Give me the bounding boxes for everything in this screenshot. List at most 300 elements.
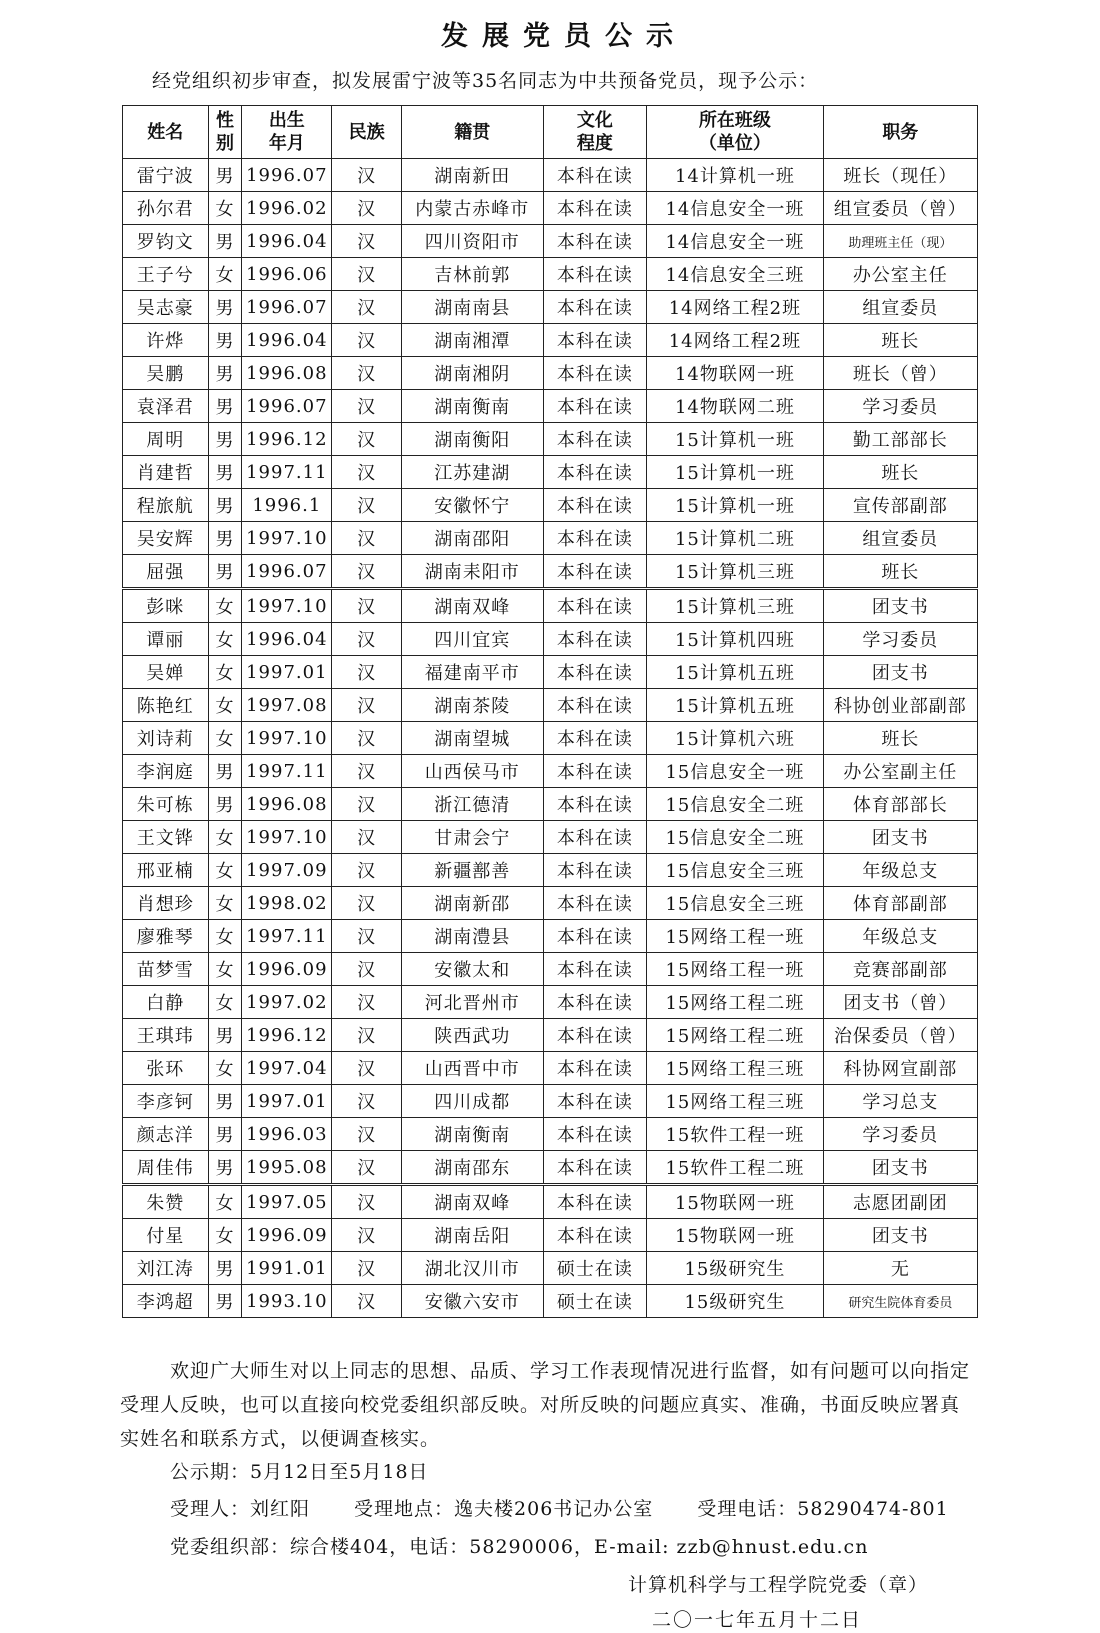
- cell-birth: 1995.08: [242, 1151, 332, 1185]
- cell-name: 程旅航: [123, 489, 209, 522]
- cell-ethnicity: 汉: [332, 1118, 402, 1151]
- table-row: [123, 1252, 978, 1285]
- cell-birth: 1996.07: [242, 159, 332, 192]
- cell-class: 15计算机四班: [647, 623, 823, 656]
- cell-origin: 陕西武功: [401, 1019, 543, 1052]
- cell-origin: 湖南双峰: [401, 1185, 543, 1219]
- cell-position: 班长: [823, 456, 977, 489]
- cell-class: 15计算机六班: [647, 722, 823, 755]
- cell-class: 15计算机二班: [647, 522, 823, 555]
- cell-gender: 男: [208, 390, 242, 423]
- table-header-row: [123, 106, 978, 159]
- cell-gender: 男: [208, 291, 242, 324]
- header-class: [647, 106, 823, 159]
- cell-origin: 甘肃会宁: [401, 821, 543, 854]
- cell-education: 本科在读: [543, 986, 647, 1019]
- cell-education: 本科在读: [543, 821, 647, 854]
- cell-origin: 浙江德清: [401, 788, 543, 821]
- cell-birth: 1997.01: [242, 656, 332, 689]
- cell-birth: 1996.08: [242, 788, 332, 821]
- cell-origin: 湖南望城: [401, 722, 543, 755]
- cell-origin: 湖南茶陵: [401, 689, 543, 722]
- cell-education: 本科在读: [543, 1085, 647, 1118]
- cell-ethnicity: 汉: [332, 423, 402, 456]
- cell-birth: 1997.10: [242, 821, 332, 854]
- cell-name: 罗钧文: [123, 225, 209, 258]
- cell-position: 学习委员: [823, 623, 977, 656]
- cell-position: 团支书: [823, 1151, 977, 1185]
- cell-education: 本科在读: [543, 522, 647, 555]
- cell-name: 朱可栋: [123, 788, 209, 821]
- cell-gender: 男: [208, 1085, 242, 1118]
- table-row: [123, 722, 978, 755]
- cell-ethnicity: 汉: [332, 456, 402, 489]
- cell-gender: 男: [208, 1285, 242, 1318]
- issuer-signature: 计算机科学与工程学院党委（章）: [628, 1574, 929, 1596]
- cell-gender: 女: [208, 1185, 242, 1219]
- cell-education: 本科在读: [543, 1019, 647, 1052]
- cell-birth: 1996.09: [242, 953, 332, 986]
- cell-name: 周明: [123, 423, 209, 456]
- cell-name: 孙尔君: [123, 192, 209, 225]
- cell-gender: 女: [208, 656, 242, 689]
- header-name: 姓名: [123, 106, 209, 159]
- cell-birth: 1997.01: [242, 1085, 332, 1118]
- table-row: [123, 887, 978, 920]
- cell-name: 肖建哲: [123, 456, 209, 489]
- table-row: [123, 1151, 978, 1185]
- cell-education: 本科在读: [543, 722, 647, 755]
- cell-ethnicity: 汉: [332, 623, 402, 656]
- cell-name: 袁泽君: [123, 390, 209, 423]
- cell-birth: 1996.12: [242, 423, 332, 456]
- cell-education: 本科在读: [543, 887, 647, 920]
- cell-education: 本科在读: [543, 258, 647, 291]
- cell-origin: 江苏建湖: [401, 456, 543, 489]
- cell-education: 本科在读: [543, 689, 647, 722]
- cell-origin: 河北晋州市: [401, 986, 543, 1019]
- table-row: [123, 689, 978, 722]
- cell-birth: 1996.08: [242, 357, 332, 390]
- cell-class: 15信息安全三班: [647, 854, 823, 887]
- cell-class: 15计算机一班: [647, 489, 823, 522]
- table-row: [123, 920, 978, 953]
- cell-education: 硕士在读: [543, 1285, 647, 1318]
- cell-gender: 女: [208, 821, 242, 854]
- cell-gender: 女: [208, 854, 242, 887]
- table-row: [123, 225, 978, 258]
- cell-name: 颜志洋: [123, 1118, 209, 1151]
- cell-origin: 湖南衡南: [401, 1118, 543, 1151]
- cell-class: 15网络工程二班: [647, 986, 823, 1019]
- cell-position: 组宣委员（曾）: [823, 192, 977, 225]
- cell-gender: 女: [208, 986, 242, 1019]
- cell-position: 组宣委员: [823, 522, 977, 555]
- contact-location: 受理地点：逸夫楼206书记办公室: [354, 1498, 654, 1520]
- cell-position: 办公室主任: [823, 258, 977, 291]
- cell-class: 14信息安全一班: [647, 225, 823, 258]
- cell-gender: 男: [208, 1019, 242, 1052]
- cell-origin: 吉林前郭: [401, 258, 543, 291]
- cell-ethnicity: 汉: [332, 357, 402, 390]
- cell-ethnicity: 汉: [332, 258, 402, 291]
- cell-class: 14网络工程2班: [647, 291, 823, 324]
- cell-origin: 湖南澧县: [401, 920, 543, 953]
- cell-name: 吴安辉: [123, 522, 209, 555]
- cell-ethnicity: 汉: [332, 489, 402, 522]
- cell-name: 王子兮: [123, 258, 209, 291]
- cell-origin: 湖北汉川市: [401, 1252, 543, 1285]
- table-row: [123, 1285, 978, 1318]
- cell-education: 本科在读: [543, 357, 647, 390]
- cell-position: 班长（曾）: [823, 357, 977, 390]
- header-birth-line1: 出生: [268, 110, 305, 131]
- table-row: [123, 788, 978, 821]
- cell-position: 助理班主任（现）: [823, 225, 977, 258]
- cell-name: 李润庭: [123, 755, 209, 788]
- cell-class: 14物联网二班: [647, 390, 823, 423]
- cell-origin: 内蒙古赤峰市: [401, 192, 543, 225]
- cell-gender: 男: [208, 159, 242, 192]
- cell-position: 组宣委员: [823, 291, 977, 324]
- header-gender-line2: 别: [216, 133, 234, 154]
- cell-position: 治保委员（曾）: [823, 1019, 977, 1052]
- cell-gender: 女: [208, 1219, 242, 1252]
- cell-name: 许烨: [123, 324, 209, 357]
- table-row: [123, 423, 978, 456]
- cell-ethnicity: 汉: [332, 689, 402, 722]
- table-row: [123, 192, 978, 225]
- cell-ethnicity: 汉: [332, 755, 402, 788]
- table-row: [123, 589, 978, 623]
- header-education: [543, 106, 647, 159]
- cell-gender: 男: [208, 225, 242, 258]
- cell-position: 竞赛部副部: [823, 953, 977, 986]
- cell-education: 本科在读: [543, 589, 647, 623]
- cell-birth: 1997.02: [242, 986, 332, 1019]
- cell-origin: 安徽六安市: [401, 1285, 543, 1318]
- cell-origin: 福建南平市: [401, 656, 543, 689]
- cell-education: 本科在读: [543, 225, 647, 258]
- cell-position: 班长（现任）: [823, 159, 977, 192]
- table-row: [123, 456, 978, 489]
- cell-gender: 女: [208, 589, 242, 623]
- cell-education: 本科在读: [543, 456, 647, 489]
- header-class-line2: （单位）: [698, 133, 771, 154]
- publicity-period: 公示期：5月12日至5月18日: [170, 1461, 429, 1483]
- cell-origin: 四川宜宾: [401, 623, 543, 656]
- cell-birth: 1997.05: [242, 1185, 332, 1219]
- cell-position: 团支书: [823, 1219, 977, 1252]
- cell-education: 本科在读: [543, 1151, 647, 1185]
- cell-education: 本科在读: [543, 423, 647, 456]
- cell-birth: 1996.04: [242, 324, 332, 357]
- cell-position: 体育部部长: [823, 788, 977, 821]
- cell-ethnicity: 汉: [332, 1185, 402, 1219]
- cell-education: 本科在读: [543, 324, 647, 357]
- cell-education: 本科在读: [543, 1118, 647, 1151]
- cell-origin: 湖南邵阳: [401, 522, 543, 555]
- cell-class: 15物联网一班: [647, 1219, 823, 1252]
- cell-name: 肖想珍: [123, 887, 209, 920]
- table-row: [123, 555, 978, 589]
- cell-education: 本科在读: [543, 854, 647, 887]
- cell-name: 彭咪: [123, 589, 209, 623]
- table-row: [123, 656, 978, 689]
- cell-origin: 湖南湘阴: [401, 357, 543, 390]
- cell-birth: 1997.11: [242, 920, 332, 953]
- cell-birth: 1996.07: [242, 555, 332, 589]
- cell-origin: 安徽太和: [401, 953, 543, 986]
- cell-ethnicity: 汉: [332, 589, 402, 623]
- cell-birth: 1996.04: [242, 225, 332, 258]
- cell-gender: 男: [208, 324, 242, 357]
- cell-gender: 男: [208, 755, 242, 788]
- candidate-table: [122, 105, 978, 1318]
- cell-ethnicity: 汉: [332, 555, 402, 589]
- cell-position: 学习总支: [823, 1085, 977, 1118]
- cell-position: 团支书: [823, 656, 977, 689]
- issue-date: 二〇一七年五月十二日: [652, 1609, 863, 1631]
- cell-name: 吴鹏: [123, 357, 209, 390]
- cell-position: 办公室副主任: [823, 755, 977, 788]
- table-row: [123, 258, 978, 291]
- cell-ethnicity: 汉: [332, 920, 402, 953]
- table-row: [123, 1019, 978, 1052]
- cell-education: 本科在读: [543, 159, 647, 192]
- cell-ethnicity: 汉: [332, 854, 402, 887]
- cell-ethnicity: 汉: [332, 887, 402, 920]
- cell-class: 15网络工程一班: [647, 953, 823, 986]
- cell-birth: 1997.10: [242, 522, 332, 555]
- cell-origin: 安徽怀宁: [401, 489, 543, 522]
- cell-birth: 1996.12: [242, 1019, 332, 1052]
- cell-position: 勤工部部长: [823, 423, 977, 456]
- cell-origin: 湖南邵东: [401, 1151, 543, 1185]
- table-row: [123, 324, 978, 357]
- cell-birth: 1996.04: [242, 623, 332, 656]
- cell-position: 团支书: [823, 821, 977, 854]
- table-row: [123, 821, 978, 854]
- table-row: [123, 1185, 978, 1219]
- cell-education: 本科在读: [543, 788, 647, 821]
- cell-class: 14物联网一班: [647, 357, 823, 390]
- cell-birth: 1993.10: [242, 1285, 332, 1318]
- cell-origin: 湖南衡南: [401, 390, 543, 423]
- cell-gender: 男: [208, 555, 242, 589]
- cell-position: 团支书: [823, 589, 977, 623]
- cell-position: 体育部副部: [823, 887, 977, 920]
- cell-class: 15信息安全二班: [647, 788, 823, 821]
- cell-position: 学习委员: [823, 390, 977, 423]
- table-row: [123, 159, 978, 192]
- cell-origin: 湖南双峰: [401, 589, 543, 623]
- header-education-line2: 程度: [576, 133, 613, 154]
- contact-phone: 受理电话：58290474-801: [697, 1498, 949, 1520]
- cell-ethnicity: 汉: [332, 159, 402, 192]
- contact-line: [170, 1494, 949, 1521]
- cell-origin: 湖南湘潭: [401, 324, 543, 357]
- page-title: 发展党员公示: [441, 21, 687, 52]
- cell-birth: 1997.04: [242, 1052, 332, 1085]
- table-row: [123, 522, 978, 555]
- cell-name: 王文铧: [123, 821, 209, 854]
- cell-class: 15计算机一班: [647, 456, 823, 489]
- cell-class: 15软件工程一班: [647, 1118, 823, 1151]
- cell-education: 硕士在读: [543, 1252, 647, 1285]
- cell-gender: 女: [208, 1052, 242, 1085]
- cell-class: 15网络工程三班: [647, 1052, 823, 1085]
- table-row: [123, 1118, 978, 1151]
- header-birth-line2: 年月: [268, 133, 305, 154]
- cell-ethnicity: 汉: [332, 821, 402, 854]
- cell-birth: 1997.10: [242, 722, 332, 755]
- cell-name: 周佳伟: [123, 1151, 209, 1185]
- cell-ethnicity: 汉: [332, 656, 402, 689]
- cell-birth: 1996.03: [242, 1118, 332, 1151]
- table-row: [123, 953, 978, 986]
- org-contact: 党委组织部：综合楼404，电话：58290006，E-mail: zzb@hnust.edu.cn: [170, 1536, 869, 1558]
- cell-position: 年级总支: [823, 920, 977, 953]
- cell-name: 李彦钶: [123, 1085, 209, 1118]
- cell-class: 15计算机一班: [647, 423, 823, 456]
- header-birth: [242, 106, 332, 159]
- cell-ethnicity: 汉: [332, 390, 402, 423]
- cell-gender: 女: [208, 689, 242, 722]
- table-row: [123, 1085, 978, 1118]
- cell-education: 本科在读: [543, 755, 647, 788]
- cell-birth: 1997.11: [242, 456, 332, 489]
- cell-class: 15软件工程二班: [647, 1151, 823, 1185]
- cell-gender: 女: [208, 953, 242, 986]
- notice-paragraph: 欢迎广大师生对以上同志的思想、品质、学习工作表现情况进行监督，如有问题可以向指定受理人反映，也可以直接向校党委组织部反映。对所反映的问题应真实、准确，书面反映应署真实姓名和联系方式，以便调查核实。: [120, 1360, 971, 1450]
- cell-birth: 1997.09: [242, 854, 332, 887]
- cell-gender: 女: [208, 722, 242, 755]
- cell-education: 本科在读: [543, 390, 647, 423]
- cell-birth: 1997.10: [242, 589, 332, 623]
- cell-ethnicity: 汉: [332, 192, 402, 225]
- table-row: [123, 390, 978, 423]
- cell-birth: 1996.02: [242, 192, 332, 225]
- cell-gender: 男: [208, 489, 242, 522]
- cell-origin: 湖南耒阳市: [401, 555, 543, 589]
- cell-gender: 男: [208, 456, 242, 489]
- cell-position: 无: [823, 1252, 977, 1285]
- cell-ethnicity: 汉: [332, 1285, 402, 1318]
- cell-class: 15网络工程一班: [647, 920, 823, 953]
- cell-origin: 湖南新田: [401, 159, 543, 192]
- cell-name: 邢亚楠: [123, 854, 209, 887]
- cell-gender: 男: [208, 423, 242, 456]
- cell-position: 班长: [823, 722, 977, 755]
- cell-name: 吴志豪: [123, 291, 209, 324]
- cell-class: 15物联网一班: [647, 1185, 823, 1219]
- cell-ethnicity: 汉: [332, 1219, 402, 1252]
- cell-position: 年级总支: [823, 854, 977, 887]
- header-education-line1: 文化: [576, 110, 613, 131]
- table-row: [123, 357, 978, 390]
- cell-ethnicity: 汉: [332, 953, 402, 986]
- cell-ethnicity: 汉: [332, 1019, 402, 1052]
- cell-ethnicity: 汉: [332, 788, 402, 821]
- cell-origin: 湖南新邵: [401, 887, 543, 920]
- cell-ethnicity: 汉: [332, 225, 402, 258]
- header-class-line1: 所在班级: [698, 110, 771, 131]
- cell-name: 谭丽: [123, 623, 209, 656]
- table-row: [123, 1052, 978, 1085]
- table-row: [123, 755, 978, 788]
- cell-class: 15计算机五班: [647, 656, 823, 689]
- header-position: 职务: [823, 106, 977, 159]
- cell-origin: 山西晋中市: [401, 1052, 543, 1085]
- cell-class: 14网络工程2班: [647, 324, 823, 357]
- cell-education: 本科在读: [543, 953, 647, 986]
- table-row: [123, 623, 978, 656]
- cell-class: 15网络工程三班: [647, 1085, 823, 1118]
- cell-origin: 山西侯马市: [401, 755, 543, 788]
- table-row: [123, 1219, 978, 1252]
- cell-gender: 女: [208, 920, 242, 953]
- cell-name: 李鸿超: [123, 1285, 209, 1318]
- cell-ethnicity: 汉: [332, 324, 402, 357]
- cell-position: 宣传部副部: [823, 489, 977, 522]
- cell-class: 15级研究生: [647, 1252, 823, 1285]
- cell-gender: 男: [208, 1252, 242, 1285]
- cell-name: 张环: [123, 1052, 209, 1085]
- cell-origin: 四川资阳市: [401, 225, 543, 258]
- cell-birth: 1996.09: [242, 1219, 332, 1252]
- cell-education: 本科在读: [543, 291, 647, 324]
- cell-birth: 1996.07: [242, 390, 332, 423]
- cell-origin: 湖南岳阳: [401, 1219, 543, 1252]
- cell-ethnicity: 汉: [332, 522, 402, 555]
- table-row: [123, 291, 978, 324]
- cell-gender: 男: [208, 1118, 242, 1151]
- table-body: [123, 159, 978, 1318]
- table-row: [123, 986, 978, 1019]
- cell-gender: 女: [208, 258, 242, 291]
- cell-birth: 1996.06: [242, 258, 332, 291]
- cell-class: 15网络工程二班: [647, 1019, 823, 1052]
- cell-class: 14信息安全一班: [647, 192, 823, 225]
- header-ethnicity: 民族: [332, 106, 402, 159]
- cell-name: 屈强: [123, 555, 209, 589]
- cell-class: 15计算机三班: [647, 555, 823, 589]
- cell-education: 本科在读: [543, 656, 647, 689]
- cell-name: 王琪玮: [123, 1019, 209, 1052]
- cell-ethnicity: 汉: [332, 291, 402, 324]
- cell-class: 14信息安全三班: [647, 258, 823, 291]
- cell-origin: 新疆鄯善: [401, 854, 543, 887]
- cell-gender: 女: [208, 623, 242, 656]
- cell-education: 本科在读: [543, 1185, 647, 1219]
- cell-position: 科协创业部副部: [823, 689, 977, 722]
- cell-position: 学习委员: [823, 1118, 977, 1151]
- cell-class: 14计算机一班: [647, 159, 823, 192]
- cell-education: 本科在读: [543, 489, 647, 522]
- cell-gender: 男: [208, 357, 242, 390]
- cell-gender: 女: [208, 887, 242, 920]
- cell-gender: 男: [208, 522, 242, 555]
- cell-origin: 湖南衡阳: [401, 423, 543, 456]
- cell-ethnicity: 汉: [332, 1252, 402, 1285]
- cell-birth: 1991.01: [242, 1252, 332, 1285]
- cell-ethnicity: 汉: [332, 1151, 402, 1185]
- cell-ethnicity: 汉: [332, 722, 402, 755]
- cell-birth: 1998.02: [242, 887, 332, 920]
- cell-position: 志愿团副团: [823, 1185, 977, 1219]
- cell-education: 本科在读: [543, 623, 647, 656]
